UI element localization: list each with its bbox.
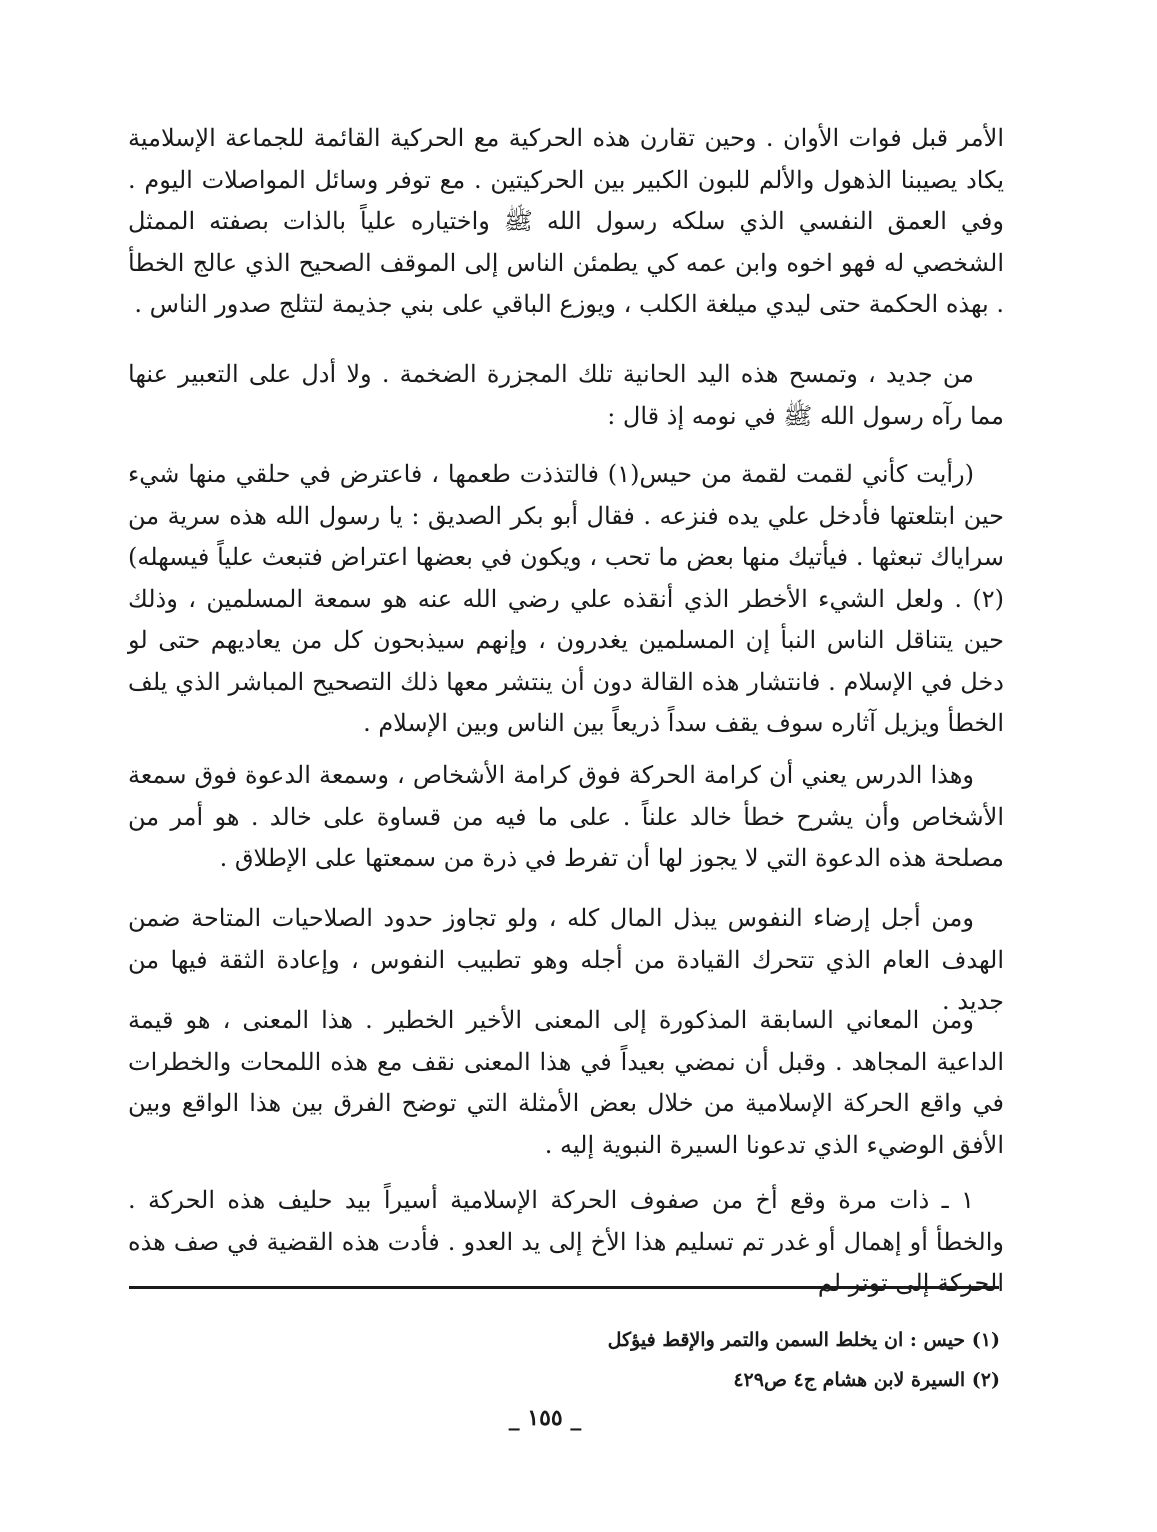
footnote-2: (٢) السيرة لابن هشام ج٤ ص٤٢٩: [733, 1369, 1000, 1391]
footnotes: [560, 1320, 1000, 1400]
footnote-divider: [129, 1286, 999, 1289]
paragraph-1-block: [128, 118, 1004, 326]
paragraph-4-block: [128, 755, 1004, 880]
paragraph-2: من جديد ، وتمسح هذه اليد الحانية تلك المجزرة الضخمة . ولا أدل على التعبير عنها مما رآه رسول الله ﷺ في نومه إذ قال :: [128, 360, 1004, 430]
paragraph-4: وهذا الدرس يعني أن كرامة الحركة فوق كرامة الأشخاص ، وسمعة الدعوة فوق سمعة الأشخاص وأن يشرح خطأ خالد علناً . على ما فيه من قساوة على خالد . هو أمر من مصلحة هذه الدعوة التي لا يجوز لها أن تفرط في ذرة من سمعتها على الإطلاق .: [128, 761, 1004, 872]
page-number: _ ١٥٥ _: [508, 1405, 582, 1431]
paragraph-5: ومن أجل إرضاء النفوس يبذل المال كله ، ولو تجاوز حدود الصلاحيات المتاحة ضمن الهدف العام الذي تتحرك القيادة من أجله وهو تطبيب النفوس ، وإعادة الثقة فيها من جديد .: [128, 904, 1004, 1015]
paragraph-7: ١ ـ ذات مرة وقع أخ من صفوف الحركة الإسلامية أسيراً بيد حليف هذه الحركة . والخطأ أو إهمال أو غدر تم تسليم هذا الأخ إلى يد العدو . فأدت هذه القضية في صف هذه الحركة إلى توتر لم: [128, 1186, 1004, 1297]
paragraph-6: ومن المعاني السابقة المذكورة إلى المعنى الأخير الخطير . هذا المعنى ، هو قيمة الداعية المجاهد . وقبل أن نمضي بعيداً في هذا المعنى نقف مع هذه اللمحات والخطرات في واقع الحركة الإسلامية من خلال بعض الأمثلة التي توضح الفرق بين هذا الواقع وبين الأفق الوضيء الذي تدعونا السيرة النبوية إليه .: [128, 1006, 1004, 1159]
paragraph-2-block: [128, 354, 1004, 437]
paragraph-3-block: [128, 454, 1004, 745]
paragraph-6-block: [128, 1000, 1004, 1166]
footnote-1: (١) حيس : ان يخلط السمن والتمر والإقط فيؤكل: [607, 1329, 1000, 1351]
paragraph-1: الأمر قبل فوات الأوان . وحين تقارن هذه الحركية مع الحركية القائمة للجماعة الإسلامية يكاد يصيبنا الذهول والألم للبون الكبير بين الحركيتين . مع توفر وسائل المواصلات اليوم . وفي العمق النفسي الذي سلكه رسول الله ﷺ واختياره علياً بالذات بصفته الممثل الشخصي له فهو اخوه وابن عمه كي يطمئن الناس إلى الموقف الصحيح الذي عالج الخطأ . بهذه الحكمة حتى ليدي ميلغة الكلب ، ويوزع الباقي على بني جذيمة لتثلج صدور الناس .: [128, 124, 1004, 318]
paragraph-3: (رأيت كأني لقمت لقمة من حيس(١) فالتذذت طعمها ، فاعترض في حلقي منها شيء حين ابتلعتها فأدخل علي يده فنزعه . فقال أبو بكر الصديق : يا رسول الله هذه سرية من سراياك تبعثها . فيأتيك منها بعض ما تحب ، ويكون في بعضها اعتراض فتبعث علياً فيسهله)(٢) . ولعل الشيء الأخطر الذي أنقذه علي رضي الله عنه هو سمعة المسلمين ، وذلك حين يتناقل الناس النبأ إن المسلمين يغدرون ، وإنهم سيذبحون كل من يعاديهم حتى لو دخل في الإسلام . فانتشار هذه القالة دون أن ينتشر معها ذلك التصحيح المباشر الذي يلف الخطأ ويزيل آثاره سوف يقف سداً ذريعاً بين الناس وبين الإسلام .: [128, 460, 1004, 737]
